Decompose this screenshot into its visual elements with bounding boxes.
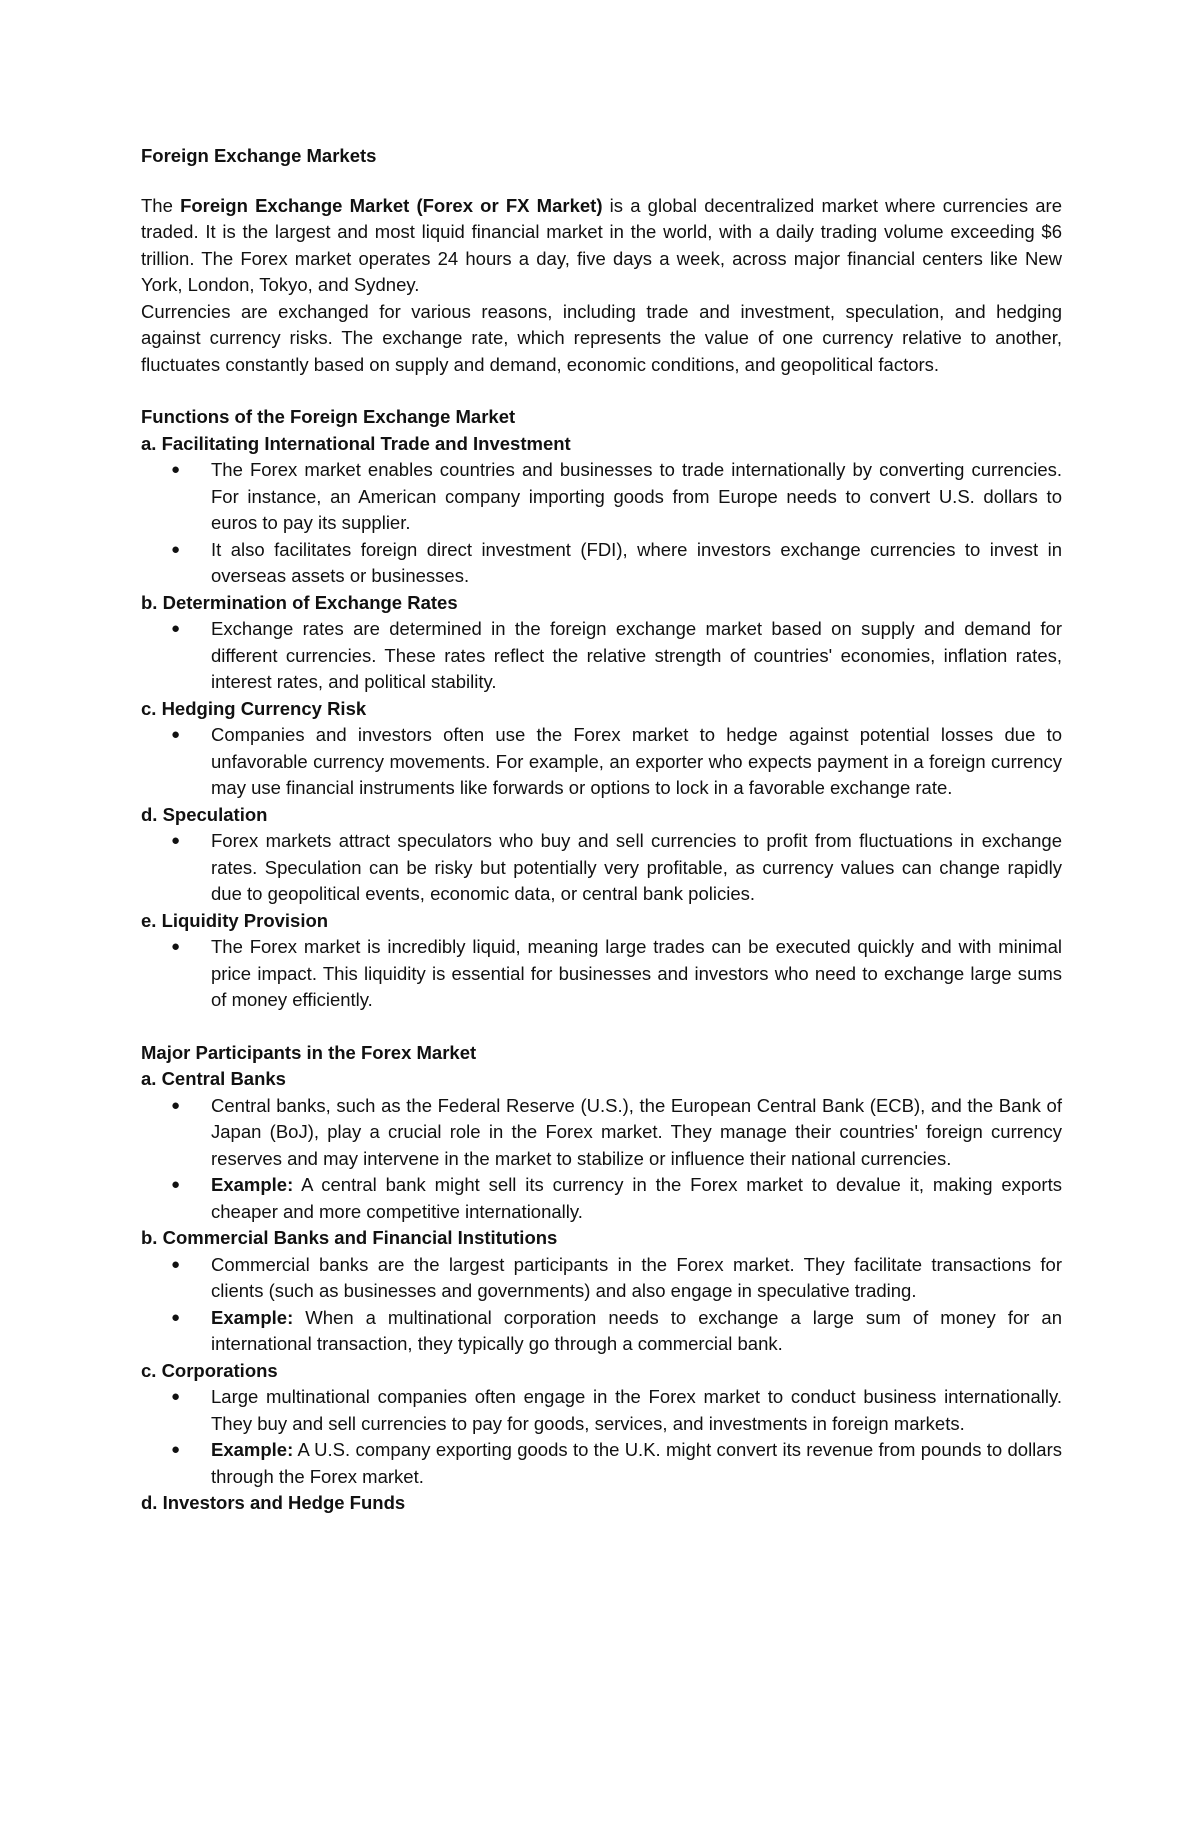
participant-title: b. Commercial Banks and Financial Institutions [141, 1227, 558, 1248]
bullet-dot-icon: ● [171, 461, 181, 478]
example-text: When a multinational corporation needs to exchange a large sum of money for an international transaction, they typically go through a commercial bank. [211, 1306, 1062, 1354]
bullet-dot-icon: ● [171, 1096, 181, 1114]
page-title: Foreign Exchange Markets [141, 145, 377, 166]
example-text: A central bank might sell its currency in the Forex market to devalue it, making exports cheaper and more competitive internationally. [211, 1174, 1062, 1222]
functions-heading: Functions of the Foreign Exchange Market [141, 406, 516, 427]
function-title: d. Speculation [141, 803, 268, 825]
function-title: c. Hedging Currency Risk [141, 697, 367, 719]
bullet-dot-icon: ● [171, 620, 181, 637]
example-label: Example: [211, 1439, 294, 1460]
participant-bullets [141, 1252, 1062, 1358]
participant-title: c. Corporations [141, 1359, 278, 1381]
bullet-item [141, 828, 1062, 908]
function-bullets [141, 828, 1062, 908]
bullet-text: Companies and investors often use the Forex market to hedge against potential losses due to unfavorable currency movements. For example, an exporter who expects payment in a foreign currency may use financial instruments like forwards or options to lock in a favorable exchange rate. [211, 724, 1062, 798]
bullet-item [141, 457, 1062, 537]
function-title: e. Liquidity Provision [141, 909, 329, 931]
bullet-item [141, 1252, 1062, 1305]
intro-term: Foreign Exchange Market (Forex or FX Market) [180, 194, 603, 216]
bullet-text: Central banks, such as the Federal Reserve (U.S.), the European Central Bank (ECB), and the Bank of Japan (BoJ), play a crucial role in the Forex market. They manage their countries' foreign currency reserves and may intervene in the market to stabilize or influence their national currencies. [211, 1094, 1062, 1169]
intro-text-rest: is a global decentralized market where currencies are traded. It is the largest and most liquid financial market in the world, with a daily trading volume exceeding $6 trillion. The Forex market operates 24 hours a day, five days a week, across major financial centers like New York, London, Tokyo, and Sydney. [141, 194, 1062, 295]
participant-bullets [141, 1093, 1062, 1226]
bullet-dot-icon: ● [171, 1388, 181, 1405]
bullet-item [141, 1384, 1062, 1437]
bullet-text: Forex markets attract speculators who buy and sell currencies to profit from fluctuations in exchange rates. Speculation can be risky but potentially very profitable, as currency values can change rapidly due to geopolitical events, economic data, or central bank policies. [211, 830, 1062, 904]
bullet-text: The Forex market is incredibly liquid, meaning large trades can be executed quickly and with minimal price impact. This liquidity is essential for businesses and investors who need to exchange large sums of money efficiently. [211, 936, 1062, 1010]
bullet-text: Commercial banks are the largest participants in the Forex market. They facilitate transactions for clients (such as businesses and governments) and also engage in speculative trading. [211, 1253, 1062, 1301]
bullet-dot-icon: ● [171, 1441, 181, 1458]
bullet-item [141, 537, 1062, 590]
example-label: Example: [211, 1174, 294, 1195]
bullet-dot-icon: ● [171, 1255, 181, 1273]
bullet-dot-icon: ● [171, 832, 181, 849]
section-spacer [141, 1014, 1062, 1040]
participant-title: a. Central Banks [141, 1068, 286, 1089]
function-bullets [141, 616, 1062, 696]
bullet-dot-icon: ● [171, 1308, 181, 1326]
bullet-dot-icon: ● [171, 938, 181, 955]
example-text: A U.S. company exporting goods to the U.K. might convert its revenue from pounds to dollars through the Forex market. [211, 1439, 1062, 1487]
function-bullets [141, 934, 1062, 1014]
bullet-item [141, 1093, 1062, 1173]
bullet-text: Large multinational companies often engage in the Forex market to conduct business internationally. They buy and sell currencies to pay for goods, services, and investments in foreign markets. [211, 1386, 1062, 1434]
bullet-item [141, 616, 1062, 696]
intro-paragraph-1 [141, 193, 1062, 299]
bullet-text: Exchange rates are determined in the foreign exchange market based on supply and demand for different currencies. These rates reflect the relative strength of countries' economies, inflation rates, interest rates, and political stability. [211, 618, 1062, 692]
bullet-item [141, 1305, 1062, 1358]
bullet-dot-icon: ● [171, 726, 181, 743]
example-label: Example: [211, 1306, 294, 1328]
bullet-dot-icon: ● [171, 540, 181, 558]
bullet-item [141, 722, 1062, 802]
bullet-item [141, 1437, 1062, 1490]
participant-title: d. Investors and Hedge Funds [141, 1492, 406, 1513]
bullet-item [141, 934, 1062, 1014]
function-title: b. Determination of Exchange Rates [141, 591, 458, 613]
intro-text-start: The [141, 194, 181, 216]
bullet-text: It also facilitates foreign direct investment (FDI), where investors exchange currencies to invest in overseas assets or businesses. [211, 538, 1062, 586]
function-bullets [141, 457, 1062, 590]
intro-paragraph-2: Currencies are exchanged for various reasons, including trade and investment, speculation, and hedging against currency risks. The exchange rate, which represents the value of one currency relative to another, fluctuates constantly based on supply and demand, economic conditions, and geopolitical factors. [141, 300, 1062, 375]
bullet-item [141, 1172, 1062, 1225]
function-bullets [141, 722, 1062, 802]
bullet-dot-icon: ● [171, 1176, 181, 1193]
participants-heading: Major Participants in the Forex Market [141, 1041, 477, 1063]
function-title: a. Facilitating International Trade and Investment [141, 432, 571, 454]
participant-bullets [141, 1384, 1062, 1490]
bullet-text: The Forex market enables countries and businesses to trade internationally by converting currencies. For instance, an American company importing goods from Europe needs to convert U.S. dollars to euros to pay its supplier. [211, 459, 1062, 533]
section-spacer [141, 378, 1062, 404]
